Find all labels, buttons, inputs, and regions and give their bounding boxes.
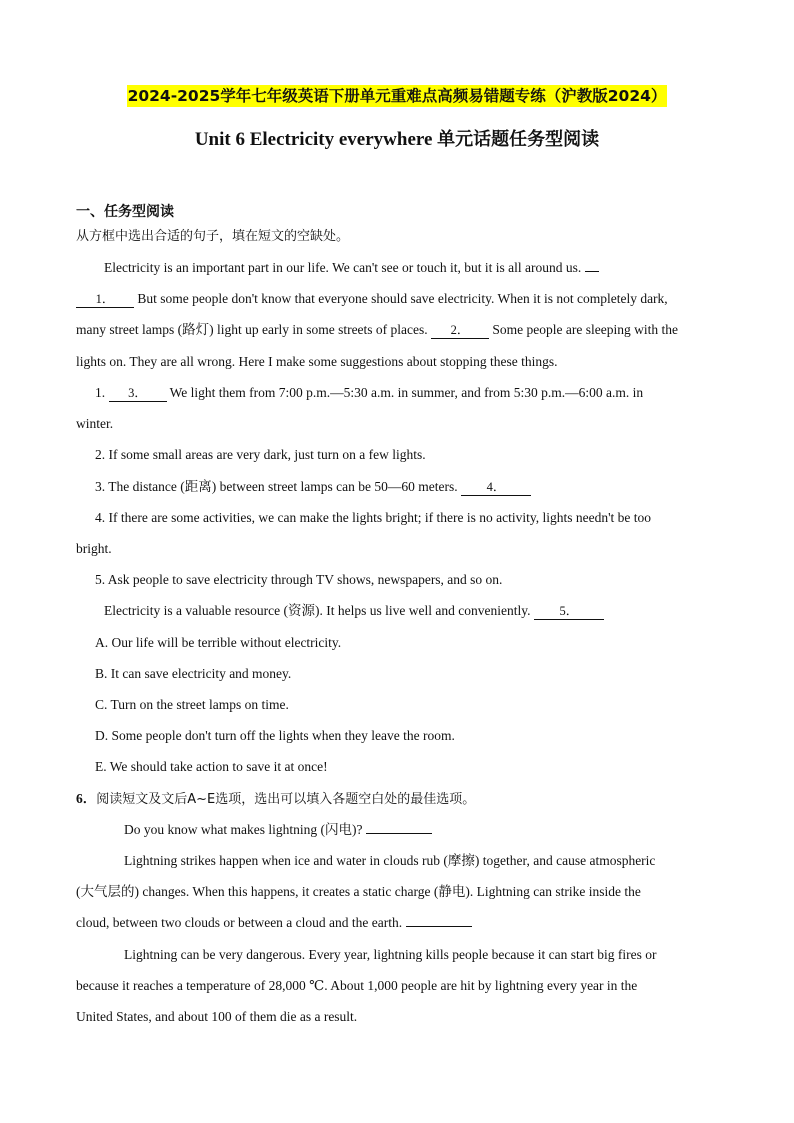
passage-line xyxy=(76,913,472,933)
passage-line: United States, and about 100 of them die as a result. xyxy=(76,1009,358,1024)
document-subtitle xyxy=(0,126,794,154)
option-item: D. Some people don't turn off the lights when they leave the room. xyxy=(95,728,455,743)
option-item: C. Turn on the street lamps on time. xyxy=(95,697,289,712)
passage-text: 3. The distance (距离) between street lamps can be 50—60 meters. xyxy=(95,479,458,494)
passage-text: Electricity is a valuable resource (资源). It helps us live well and conveniently. xyxy=(104,603,531,618)
blank-5[interactable]: 5． xyxy=(534,603,604,620)
section-heading: 一、任务型阅读 xyxy=(76,204,174,220)
blank-2[interactable]: 2． xyxy=(431,322,489,339)
question-instruction: 阅读短文及文后A~E选项，选出可以填入各题空白处的最佳选项。 xyxy=(96,792,476,807)
suggestion-item xyxy=(95,477,531,497)
passage-text: Some people are sleeping with the xyxy=(492,322,678,337)
passage-line xyxy=(104,601,604,621)
passage-line: bright. xyxy=(76,541,112,556)
passage-line: winter. xyxy=(76,416,114,431)
question-number: 6． xyxy=(76,791,97,806)
question-6-instruction xyxy=(76,789,475,810)
suggestion-item: 5. Ask people to save electricity through TV shows, newspapers, and so on. xyxy=(95,572,503,587)
passage-line xyxy=(76,320,678,340)
option-item: E. We should take action to save it at once! xyxy=(95,759,328,774)
blank-q6-1[interactable] xyxy=(366,833,432,834)
subtitle-english: Unit 6 Electricity everywhere xyxy=(194,129,438,150)
subtitle-chinese: 单元话题任务型阅读 xyxy=(437,129,600,150)
blank-3[interactable]: 3． xyxy=(109,385,167,402)
passage-text: cloud, between two clouds or between a cloud and the earth. xyxy=(76,915,403,930)
passage-text: But some people don't know that everyone should save electricity. When it is not completely dark, xyxy=(137,291,668,306)
passage-line: lights on. They are all wrong. Here I make some suggestions about stopping these things. xyxy=(76,354,558,369)
passage-text: Do you know what makes lightning (闪电)? xyxy=(124,822,363,837)
passage-line xyxy=(76,289,716,309)
blank-q6-2[interactable] xyxy=(406,926,472,927)
suggestion-item: 4. If there are some activities, we can make the lights bright; if there is no activity, lights needn't be too xyxy=(95,510,652,525)
blank-trailing[interactable] xyxy=(585,271,599,272)
passage-line: because it reaches a temperature of 28,000 ℃. About 1,000 people are hit by lightning every year in the xyxy=(76,978,638,993)
blank-1[interactable]: 1． xyxy=(76,291,134,308)
option-item: B. It can save electricity and money. xyxy=(95,666,292,681)
passage-text: many street lamps (路灯) light up early in some streets of places. xyxy=(76,322,428,337)
passage-line xyxy=(124,820,432,840)
passage-line: Lightning strikes happen when ice and water in clouds rub (摩擦) together, and cause atmospheric xyxy=(124,853,656,868)
highlighted-title: 2024-2025学年七年级英语下册单元重难点高频易错题专练（沪教版2024） xyxy=(127,87,667,105)
passage-text: Electricity is an important part in our life. We can't see or touch it, but it is all around us. xyxy=(104,260,582,275)
suggestion-item: 2. If some small areas are very dark, just turn on a few lights. xyxy=(95,447,426,462)
item-number: 1. xyxy=(95,385,106,400)
passage-text: We light them from 7:00 p.m.—5:30 a.m. in summer, and from 5:30 p.m.—6:00 a.m. in xyxy=(169,385,644,400)
blank-4[interactable]: 4． xyxy=(461,479,531,496)
passage-line: Lightning can be very dangerous. Every year, lightning kills people because it can start big fires or xyxy=(124,947,657,962)
option-item: A. Our life will be terrible without electricity. xyxy=(95,635,342,650)
suggestion-item xyxy=(95,383,643,403)
passage-line: (大气层的) changes. When this happens, it creates a static charge (静电). Lightning can strike inside the xyxy=(76,884,641,899)
section-instruction: 从方框中选出合适的句子，填在短文的空缺处。 xyxy=(76,229,350,244)
document-title xyxy=(0,84,794,108)
passage-line xyxy=(104,258,599,278)
